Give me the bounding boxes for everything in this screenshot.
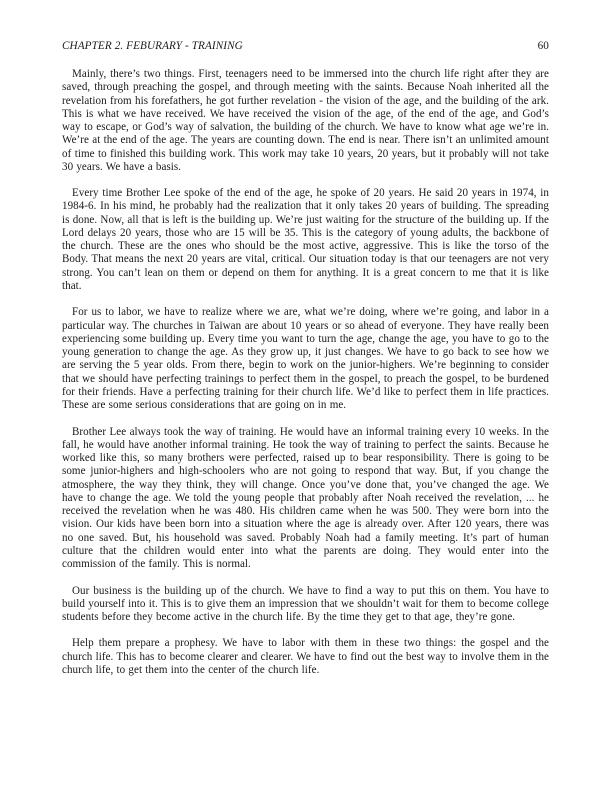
page-number: 60	[537, 40, 549, 52]
paragraph: Every time Brother Lee spoke of the end of the age, he spoke of 20 years. He said 20 years in 1974, in 1984-6. In his mind, he probably had the realization that it only takes 20 years of building. The spreading is done. Now, all that is left is the building up. We’re just waiting for the structure of the building up. If the Lord delays 20 years, those who are 15 will be 35. This is the category of young adults, the backbone of the church. These are the ones who should be the most active, aggressive. This is like the torso of the Body. That means the next 20 years are vital, critical. Our situation today is that our teenagers are not very strong. You can’t lean on them or depend on them for anything. It is a great concern to me that it is like that.	[62, 187, 549, 292]
chapter-title: CHAPTER 2. FEBURARY - TRAINING	[62, 40, 243, 52]
running-header	[62, 40, 549, 54]
paragraph: For us to labor, we have to realize where we are, what we’re doing, where we’re going, and labor in a particular way. The churches in Taiwan are about 10 years or so ahead of everyone. They have really been experiencing some building up. Every time you want to turn the age, change the age, you have to go to the young generation to change the age. As they grow up, it just changes. We have to go back to see how we are serving the 5 year olds. From there, begin to work on the junior-highers. We’re beginning to consider that we should have perfecting trainings to perfect them in the gospel, to preach the gospel, to be burdened for their friends. Have a perfecting training for their church life. We’d like to perfect them in life practices. These are some serious considerations that are going on in me.	[62, 306, 549, 412]
document-body	[62, 68, 549, 677]
paragraph: Help them prepare a prophesy. We have to labor with them in these two things: the gospel and the church life. This has to become clearer and clearer. We have to find out the best way to involve them in the church life, to get them into the center of the church life.	[62, 637, 549, 676]
paragraph: Our business is the building up of the church. We have to find a way to put this on them. You have to build yourself into it. This is to give them an impression that we shouldn’t wait for them to become college students before they become active in the church life. By the time they get to that age, they’re gone.	[62, 584, 549, 623]
paragraph: Mainly, there’s two things. First, teenagers need to be immersed into the church life right after they are saved, through preaching the gospel, and through meeting with the saints. Because Noah inherited all the revelation from his forefathers, he got further revelation - the vision of the age, and the building of the ark. This is what we have received. We have received the vision of the age, of the end of the age, and God’s way to escape, or God’s way of salvation, the building of the church. We have to know what age we’re in. We’re at the end of the age. The years are counting down. The end is near. There isn’t an unlimited amount of time to finished this building work. This work may take 10 years, 20 years, but it probably will not take 30 years. We have a basis.	[62, 68, 549, 173]
paragraph: Brother Lee always took the way of training. He would have an informal training every 10 weeks. In the fall, he would have another informal training. He took the way of training to perfect the saints. Because he worked like this, so many brothers were perfected, raised up to bear responsibility. There is going to be some junior-highers and high-schoolers who are not going to respond that way. But, if you change the atmosphere, the way they think, they will change. Once you’ve done that, you’ve changed the age. We have to change the age. We told the young people that probably after Noah received the revelation, ... he received the revelation when he was 480. His children came when he was 500. They were born into the vision. Our kids have been born into a situation where the age is already over. After 120 years, there was no one saved. But, his household was saved. Probably Noah had a family meeting. It’s part of human culture that the children would enter into what the parents are doing. They would enter into the commission of the family. This is normal.	[62, 425, 549, 571]
document-page	[62, 40, 549, 690]
